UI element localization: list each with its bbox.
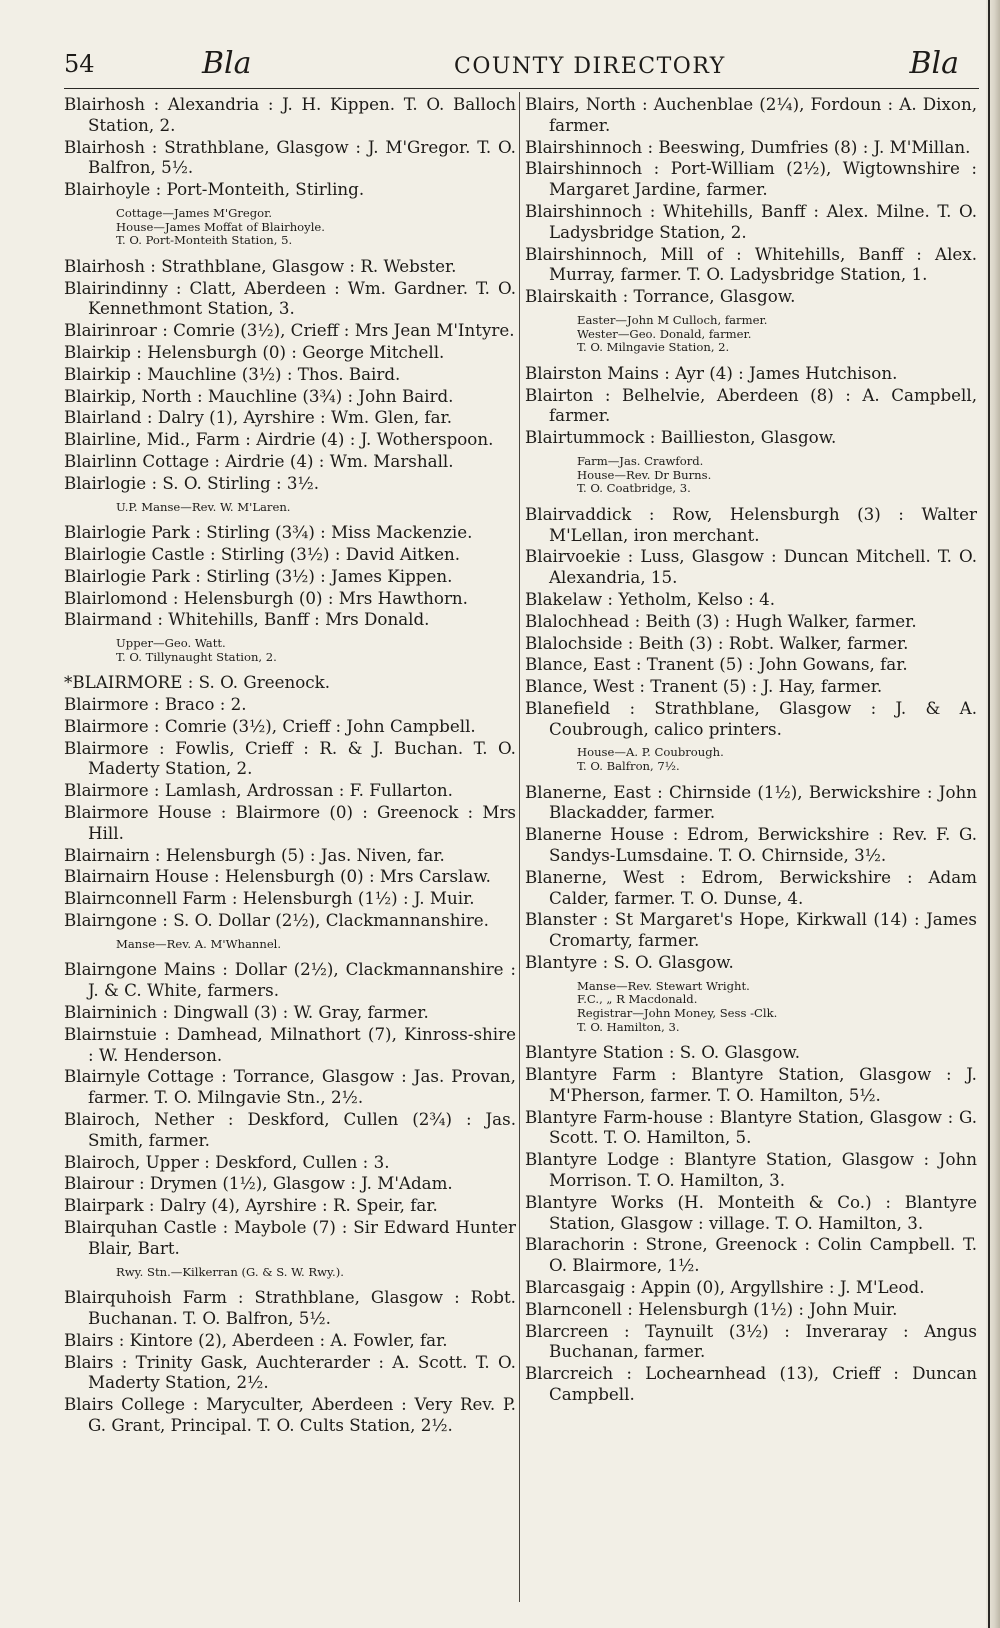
sub-entry-block — [116, 1266, 516, 1280]
sub-entry-line: Registrar—John Money, Sess -Clk. — [577, 1006, 778, 1021]
directory-entry: Blairnyle Cottage : Torrance, Glasgow : Jas. Provan, farmer. T. O. Milngavie Stn., 2½. — [64, 1066, 516, 1108]
sub-entry-line: Manse—Rev. Stewart Wright. — [577, 978, 750, 993]
directory-entry: Blantyre Farm : Blantyre Station, Glasgow : J. M'Pherson, farmer. T. O. Hamilton, 5½. — [525, 1064, 977, 1105]
sub-entry-line: Cottage—James M'Gregor. — [116, 205, 273, 220]
directory-entry: Blalochhead : Beith (3) : Hugh Walker, farmer. — [525, 610, 917, 631]
directory-entry: Blairnairn : Helensburgh (5) : Jas. Niven, far. — [64, 844, 445, 865]
directory-entry: Blarcasgaig : Appin (0), Argyllshire : J. M'Leod. — [525, 1276, 925, 1297]
directory-entry: Blairnconnell Farm : Helensburgh (1½) : J. Muir. — [64, 888, 475, 909]
directory-entry: Blairhosh : Strathblane, Glasgow : R. Webster. — [64, 255, 457, 276]
directory-entry: Blairshinnoch : Port-William (2½), Wigtownshire : Margaret Jardine, farmer. — [525, 158, 977, 200]
directory-entry: Blairkip : Mauchline (3½) : Thos. Baird. — [64, 363, 401, 384]
sub-entry-block — [577, 980, 977, 1034]
sub-entry-line: T. O. Balfron, 7½. — [577, 759, 680, 774]
directory-entry: Blairlomond : Helensburgh (0) : Mrs Hawthorn. — [64, 587, 468, 608]
directory-entry: Blairtummock : Baillieston, Glasgow. — [525, 427, 837, 448]
sub-entry-line: Manse—Rev. A. M'Whannel. — [116, 936, 282, 951]
directory-entry: Blairland : Dalry (1), Ayrshire : Wm. Glen, far. — [64, 407, 452, 428]
page-title: COUNTY DIRECTORY — [454, 54, 726, 79]
directory-entry: Blairmore : Comrie (3½), Crieff : John Campbell. — [64, 715, 476, 736]
sub-entry-line: House—Rev. Dr Burns. — [577, 467, 712, 482]
sub-entry-line: T. O. Coatbridge, 3. — [577, 481, 691, 496]
sub-entry-line: T. O. Milngavie Station, 2. — [577, 340, 730, 355]
directory-entry: Blanerne, West : Edrom, Berwickshire : Adam Calder, farmer. T. O. Dunse, 4. — [525, 866, 977, 908]
directory-entry: Blairvaddick : Row, Helensburgh (3) : Walter M'Lellan, iron merchant. — [525, 503, 977, 545]
sub-entry-line: Easter—John M Culloch, farmer. — [577, 312, 768, 327]
directory-entry: Blairline, Mid., Farm : Airdrie (4) : J. Wotherspoon. — [64, 429, 494, 450]
directory-entry: Blantyre : S. O. Glasgow. — [525, 952, 734, 973]
directory-entry: Blairour : Drymen (1½), Glasgow : J. M'Adam. — [64, 1173, 453, 1194]
directory-entry: Blarcreich : Lochearnhead (13), Crieff : Duncan Campbell. — [525, 1363, 977, 1404]
page-header — [64, 46, 979, 89]
sub-entry-line: Rwy. Stn.—Kilkerran (G. & S. W. Rwy.). — [116, 1264, 344, 1279]
directory-entry: Blairnairn House : Helensburgh (0) : Mrs Carslaw. — [64, 866, 491, 887]
sub-entry-line: F.C., „ R Macdonald. — [577, 992, 698, 1007]
directory-entry: Blairvoekie : Luss, Glasgow : Duncan Mitchell. T. O. Alexandria, 15. — [525, 546, 977, 588]
directory-entry: Blairston Mains : Ayr (4) : James Hutchison. — [525, 362, 898, 383]
column-divider — [519, 92, 520, 1602]
directory-entry: Blairshinnoch : Beeswing, Dumfries (8) : J. M'Millan. — [525, 136, 971, 157]
directory-entry: Blairs, North : Auchenblae (2¼), Fordoun : A. Dixon, farmer. — [525, 94, 977, 135]
directory-entry: Blairnstuie : Damhead, Milnathort (7), Kinross-shire : W. Henderson. — [64, 1023, 516, 1065]
sub-entry-line: Farm—Jas. Crawford. — [577, 453, 704, 468]
directory-entry: Blairindinny : Clatt, Aberdeen : Wm. Gardner. T. O. Kennethmont Station, 3. — [64, 277, 516, 319]
directory-entry: Blairngone : S. O. Dollar (2½), Clackmannanshire. — [64, 910, 489, 931]
directory-entry: Blanster : St Margaret's Hope, Kirkwall (14) : James Cromarty, farmer. — [525, 909, 977, 951]
directory-entry: Blairhosh : Alexandria : J. H. Kippen. T. O. Balloch Station, 2. — [64, 94, 516, 135]
directory-entry: Blairton : Belhelvie, Aberdeen (8) : A. Campbell, farmer. — [525, 384, 977, 426]
directory-entry: Blairkip : Helensburgh (0) : George Mitchell. — [64, 341, 445, 362]
directory-entry: Blairshinnoch : Whitehills, Banff : Alex. Milne. T. O. Ladysbridge Station, 2. — [525, 200, 977, 242]
directory-entry: Blance, East : Tranent (5) : John Gowans, far. — [525, 654, 908, 675]
directory-entry: Blairlogie Castle : Stirling (3½) : David Aitken. — [64, 543, 460, 564]
sub-entry-line: House—James Moffat of Blairhoyle. — [116, 219, 325, 234]
directory-entry: Blairninich : Dingwall (3) : W. Gray, farmer. — [64, 1002, 429, 1023]
directory-entry: *BLAIRMORE : S. O. Greenock. — [64, 672, 331, 693]
directory-entry: Blakelaw : Yetholm, Kelso : 4. — [525, 588, 776, 609]
page-edge-line — [988, 0, 990, 1628]
left-column — [64, 94, 516, 1610]
directory-entry: Blantyre Lodge : Blantyre Station, Glasgow : John Morrison. T. O. Hamilton, 3. — [525, 1149, 977, 1190]
directory-entry: Blairquhoish Farm : Strathblane, Glasgow : Robt. Buchanan. T. O. Balfron, 5½. — [64, 1287, 516, 1328]
directory-entry: Blairpark : Dalry (4), Ayrshire : R. Speir, far. — [64, 1195, 438, 1216]
sub-entry-block — [116, 938, 516, 952]
directory-entry: Blairshinnoch, Mill of : Whitehills, Banff : Alex. Murray, farmer. T. O. Ladysbridge Station, 1. — [525, 243, 977, 285]
directory-entry: Blairngone Mains : Dollar (2½), Clackmannanshire : J. & C. White, farmers. — [64, 959, 516, 1001]
sub-entry-line: U.P. Manse—Rev. W. M'Laren. — [116, 499, 291, 514]
directory-entry: Blairinroar : Comrie (3½), Crieff : Mrs Jean M'Intyre. — [64, 320, 515, 341]
directory-entry: Blairlogie Park : Stirling (3½) : James Kippen. — [64, 565, 453, 586]
directory-entry: Blairmore House : Blairmore (0) : Greenock : Mrs Hill. — [64, 802, 516, 843]
right-column — [525, 94, 977, 1610]
directory-entry: Blairlogie Park : Stirling (3¾) : Miss Mackenzie. — [64, 522, 473, 543]
directory-entry: Blanerne, East : Chirnside (1½), Berwickshire : John Blackadder, farmer. — [525, 781, 977, 823]
directory-entry: Blance, West : Tranent (5) : J. Hay, farmer. — [525, 676, 883, 697]
sub-entry-line: Wester—Geo. Donald, farmer. — [577, 326, 752, 341]
directory-entry: Blairmore : Fowlis, Crieff : R. & J. Buchan. T. O. Maderty Station, 2. — [64, 737, 516, 779]
sub-entry-block — [577, 455, 977, 496]
sub-entry-line: T. O. Port-Monteith Station, 5. — [116, 233, 293, 248]
left-heading: Bla — [202, 46, 252, 81]
directory-entry: Blairmand : Whitehills, Banff : Mrs Donald. — [64, 609, 430, 630]
directory-entry: Blalochside : Beith (3) : Robt. Walker, farmer. — [525, 632, 909, 653]
right-heading: Bla — [909, 46, 959, 81]
directory-entry: Blairoch, Nether : Deskford, Cullen (2¾) : Jas. Smith, farmer. — [64, 1109, 516, 1150]
sub-entry-line: Upper—Geo. Watt. — [116, 636, 226, 651]
sub-entry-line: House—A. P. Coubrough. — [577, 745, 724, 760]
directory-entry: Blairoch, Upper : Deskford, Cullen : 3. — [64, 1151, 390, 1172]
sub-entry-block — [116, 501, 516, 515]
directory-entry: Blairlinn Cottage : Airdrie (4) : Wm. Marshall. — [64, 450, 454, 471]
directory-entry: Blairhoyle : Port-Monteith, Stirling. — [64, 179, 365, 200]
directory-entry: Blantyre Station : S. O. Glasgow. — [525, 1042, 801, 1063]
directory-entry: Blantyre Farm-house : Blantyre Station, Glasgow : G. Scott. T. O. Hamilton, 5. — [525, 1106, 977, 1148]
directory-entry: Blairs : Trinity Gask, Auchterarder : A. Scott. T. O. Maderty Station, 2½. — [64, 1351, 516, 1393]
page-number: 54 — [64, 50, 95, 78]
directory-entry: Blantyre Works (H. Monteith & Co.) : Blantyre Station, Glasgow : village. T. O. Hamilton, 3. — [525, 1191, 977, 1233]
directory-entry: Blairmore : Braco : 2. — [64, 694, 247, 715]
directory-entry: Blairs College : Maryculter, Aberdeen : Very Rev. P. G. Grant, Principal. T. O. Cults Station, 2½. — [64, 1394, 516, 1435]
directory-entry: Blairskaith : Torrance, Glasgow. — [525, 286, 796, 307]
directory-entry: Blairhosh : Strathblane, Glasgow : J. M'Gregor. T. O. Balfron, 5½. — [64, 136, 516, 178]
directory-entry: Blarnconell : Helensburgh (1½) : John Muir. — [525, 1298, 898, 1319]
directory-entry: Blanefield : Strathblane, Glasgow : J. & A. Coubrough, calico printers. — [525, 697, 977, 739]
directory-entry: Blanerne House : Edrom, Berwickshire : Rev. F. G. Sandys-Lumsdaine. T. O. Chirnside, 3½. — [525, 824, 977, 866]
directory-entry: Blarcreen : Taynuilt (3½) : Inveraray : Angus Buchanan, farmer. — [525, 1320, 977, 1362]
sub-entry-line: T. O. Hamilton, 3. — [577, 1019, 680, 1034]
sub-entry-block — [116, 637, 516, 664]
sub-entry-block — [577, 746, 977, 773]
sub-entry-block — [116, 207, 516, 248]
directory-entry: Blairlogie : S. O. Stirling : 3½. — [64, 472, 320, 493]
directory-entry: Blairmore : Lamlash, Ardrossan : F. Fullarton. — [64, 780, 453, 801]
directory-entry: Blarachorin : Strone, Greenock : Colin Campbell. T. O. Blairmore, 1½. — [525, 1234, 977, 1276]
directory-entry: Blairquhan Castle : Maybole (7) : Sir Edward Hunter Blair, Bart. — [64, 1217, 516, 1258]
directory-entry: Blairs : Kintore (2), Aberdeen : A. Fowler, far. — [64, 1329, 448, 1350]
sub-entry-block — [577, 314, 977, 355]
sub-entry-line: T. O. Tillynaught Station, 2. — [116, 649, 277, 664]
directory-entry: Blairkip, North : Mauchline (3¾) : John Baird. — [64, 385, 454, 406]
